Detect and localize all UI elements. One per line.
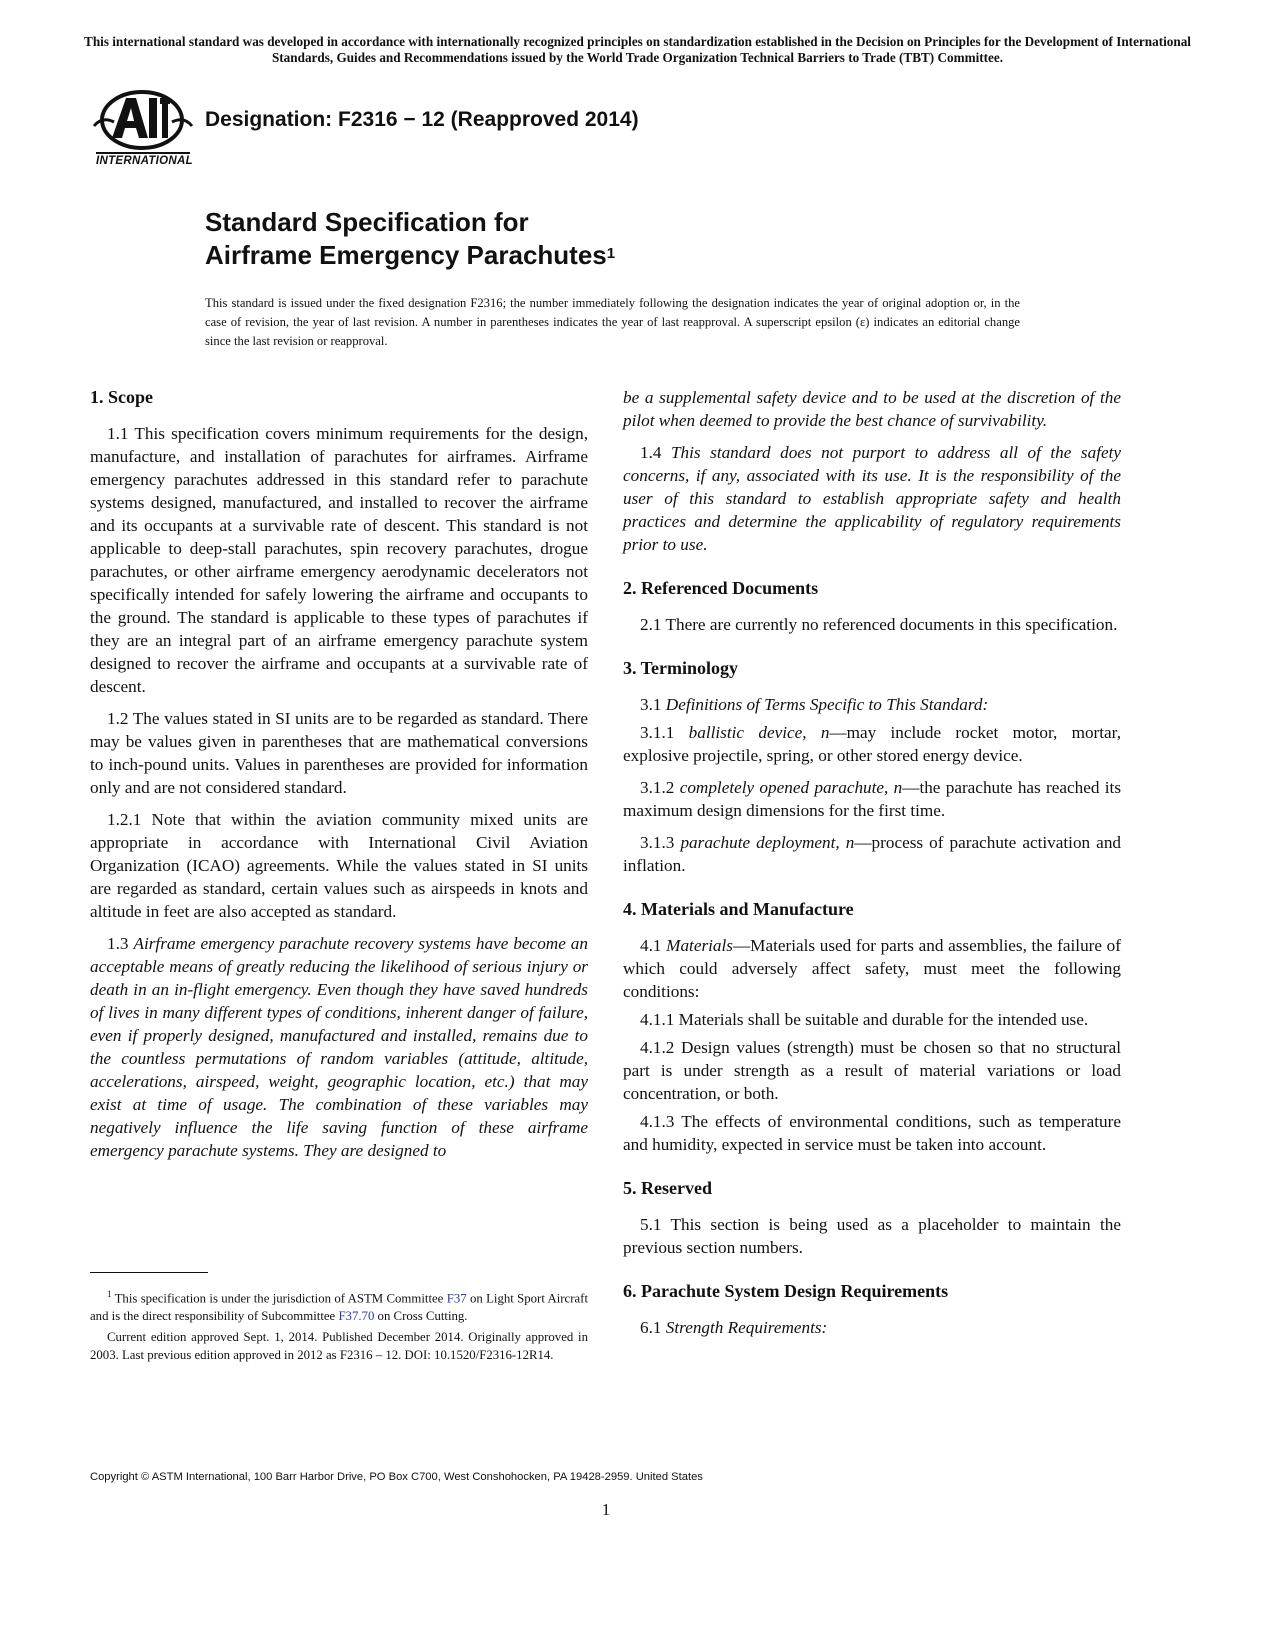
- copyright-line: Copyright © ASTM International, 100 Barr Harbor Drive, PO Box C700, West Conshohocken, PA 19428-2959. United States: [90, 1471, 703, 1483]
- paragraph-6-1: 6.1 Strength Requirements:: [640, 1318, 828, 1337]
- right-column: [623, 386, 1121, 1348]
- title-footnote-marker[interactable]: 1: [606, 245, 616, 262]
- paragraph-1-3-text: Airframe emergency parachute recovery systems have become an acceptable means of greatly reducing the likelihood of serious injury or death in an in-flight emergency. Even though they have saved hundreds of lives in many different types of conditions, inherent danger of failure, even if properly designed, manufactured and installed, remains due to the countless permutations of random variables (attitude, altitude, accelerations, airspeed, weight, geographic location, etc.) that may exist at time of usage. The combination of these variables may negatively influence the life saving function of these airframe emergency parachute systems. They are designed to: [90, 934, 588, 1160]
- footnote-edition: Current edition approved Sept. 1, 2014. Published December 2014. Originally approved in 2003. Last previous edition approved in 2012 as F2316 – 12. DOI: 10.1520/F2316-12R14.: [90, 1330, 588, 1363]
- paragraph-3-1-1: 3.1.1 ballistic device, n—may include rocket motor, mortar, explosive projectile, spring, or other stored energy device.: [623, 723, 1121, 765]
- designation: Designation: F2316 − 12 (Reapproved 2014): [205, 108, 639, 131]
- tbt-notice: This international standard was developed in accordance with internationally recognized principles on standardization established in the Decision on Principles for the Development of International Standards, Guides and Recommendations issued by the World Trade Organization Technical Barriers to Trade (TBT) Committee.: [84, 34, 1191, 65]
- section-heading-materials: 4. Materials and Manufacture: [623, 899, 854, 919]
- committee-f37-link[interactable]: F37: [446, 1291, 467, 1306]
- footnote-divider: [90, 1272, 208, 1273]
- paragraph-4-1: 4.1 Materials—Materials used for parts and assemblies, the failure of which could adversely affect safety, must meet the following conditions:: [623, 936, 1121, 1001]
- section-heading-terminology: 3. Terminology: [623, 658, 739, 678]
- paragraph-4-1-2: 4.1.2 Design values (strength) must be chosen so that no structural part is under strength as a result of material variations or load concentration, or both.: [623, 1038, 1121, 1103]
- section-heading-scope: 1. Scope: [90, 387, 153, 407]
- paragraph-1-4: 1.4 This standard does not purport to address all of the safety concerns, if any, associated with its use. It is the responsibility of the user of this standard to establish appropriate safety and health practices and determine the applicability of regulatory requirements prior to use.: [623, 443, 1122, 554]
- left-column: [90, 386, 588, 1171]
- footnotes: [90, 1285, 588, 1367]
- paragraph-1-2-1: 1.2.1 Note that within the aviation community mixed units are appropriate in accordance with International Civil Aviation Organization (ICAO) agreements. While the values stated in SI units are regarded as standard, certain values such as airspeeds in knots and altitude in feet are also accepted as standard.: [90, 810, 588, 921]
- paragraph-1-1: 1.1 This specification covers minimum requirements for the design, manufacture, and installation of parachutes for airframes. Airframe emergency parachutes addressed in this standard refer to parachute systems designed, manufactured, and installed to recover the airframe and its occupants at a survivable rate of descent. This standard is not applicable to deep-stall parachutes, spin recovery parachutes, drogue parachutes, or other airframe emergency aerodynamic decelerators not specifically intended for safely lowering the airframe and occupants to the ground. The standard is applicable to these types of parachutes if they are an integral part of an airframe emergency parachute system designed to recover the airframe and occupants at a survivable rate of descent.: [90, 424, 588, 696]
- title-line-2-text: Airframe Emergency Parachutes: [205, 240, 607, 270]
- paragraph-3-1: 3.1 Definitions of Terms Specific to This Standard:: [640, 695, 989, 714]
- standard-note: This standard is issued under the fixed designation F2316; the number immediately following the designation indicates the year of original adoption or, in the case of revision, the year of last revision. A number in parentheses indicates the year of last reapproval. A superscript epsilon (ε) indicates an editorial change since the last revision or reapproval.: [205, 296, 1020, 348]
- section-heading-reserved: 5. Reserved: [623, 1178, 712, 1198]
- paragraph-1-3-number: 1.3: [107, 934, 129, 953]
- subcommittee-f37-70-link[interactable]: F37.70: [338, 1309, 375, 1324]
- title-line-1: Standard Specification for: [205, 207, 529, 237]
- paragraph-1-3: [90, 932, 588, 1162]
- paragraph-4-1-3: 4.1.3 The effects of environmental conditions, such as temperature and humidity, expected in service must be taken into account.: [623, 1112, 1121, 1154]
- paragraph-1-2: 1.2 The values stated in SI units are to be regarded as standard. There may be values given in parentheses that are mathematical conversions to inch-pound units. Values in parentheses are provided for information only and are not considered standard.: [90, 709, 588, 797]
- section-heading-referenced-documents: 2. Referenced Documents: [623, 578, 819, 598]
- title-line-2: [205, 239, 615, 272]
- footnote-marker: 1: [107, 1289, 112, 1299]
- paragraph-2-1: 2.1 There are currently no referenced documents in this specification.: [640, 615, 1118, 634]
- logo-wordmark: INTERNATIONAL: [96, 155, 193, 167]
- page-number: 1: [601, 1500, 611, 1519]
- section-heading-design-requirements: 6. Parachute System Design Requirements: [623, 1281, 949, 1301]
- document-title: [205, 206, 615, 272]
- paragraph-3-1-3: 3.1.3 parachute deployment, n—process of parachute activation and inflation.: [623, 833, 1122, 875]
- paragraph-3-1-2: 3.1.2 completely opened parachute, n—the parachute has reached its maximum design dimensions for the first time.: [623, 778, 1122, 820]
- paragraph-5-1: 5.1 This section is being used as a placeholder to maintain the previous section numbers.: [623, 1215, 1121, 1257]
- paragraph-1-3-continued: be a supplemental safety device and to be used at the discretion of the pilot when deemed to provide the best chance of survivability.: [623, 388, 1121, 430]
- footnote-1: $^1$ This specification is under the jurisdiction of ASTM Committee F37 on Light Sport Aircraft and is the direct responsibility of Subcommittee F37.70 on Cross Cutting.: [90, 1289, 588, 1324]
- paragraph-4-1-1: 4.1.1 Materials shall be suitable and durable for the intended use.: [640, 1010, 1089, 1029]
